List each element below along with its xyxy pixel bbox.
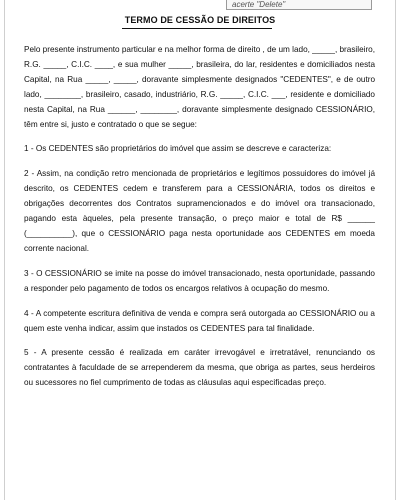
hint-box: acerte "Delete" xyxy=(226,0,372,10)
document-title: TERMO DE CESSÃO DE DIREITOS xyxy=(124,15,276,25)
clause-2: 2 - Assim, na condição retro mencionada de proprietários e legítimos possuidores do imóvel já descrito, os CEDENTES cedem e transferem para a CESSIONÁRIA, todos os direitos e obrigações decorrentes dos Contratos supramencionados e do imóvel ora transacionado, pagando esta àqueles, pela presente transação, o preço maior e total de R$ ______ (__________), que o CESSIONÁRIO paga nesta oportunidade aos CEDENTES em moeda corrente nacional. xyxy=(24,169,375,253)
clause-4: 4 - A competente escritura definitiva de venda e compra será outorgada ao CESSIONÁRIO ou a quem este venha indicar, assim que instados os CEDENTES para tal finalidade. xyxy=(24,308,375,333)
title-underline xyxy=(122,28,272,29)
document-body xyxy=(24,43,375,391)
paragraph-intro: Pelo presente instrumento particular e na melhor forma de direito , de um lado, _____, brasileiro, R.G. _____, C.I.C. ____, e sua mulher _____, brasileira, do lar, residentes e domiciliados nesta Capital, na Rua _____, _____, doravante simplesmente designados "CEDENTES", e de outro lado, ________, brasileiro, casado, industriário, R.G. _____, C.I.C. ___, residente e domiciliado nesta Capital, na Rua ______, ________, doravante simplesmente designado CESSIONÁRIO, têm entre si, justo e contratado o que se segue: xyxy=(24,45,375,129)
clause-5: 5 - A presente cessão é realizada em caráter irrevogável e irretratável, renunciando os contratantes à faculdade de se arrependerem da mesma, que obriga as partes, seus herdeiros ou sucessores no fiel cumprimento de todas as cláusulas aqui especificadas preço. xyxy=(24,348,375,388)
clause-1: 1 - Os CEDENTES são proprietários do imóvel que assim se descreve e caracteriza: xyxy=(24,144,332,154)
clause-3: 3 - O CESSIONÁRIO se imite na posse do imóvel transacionado, nesta oportunidade, passando a responder pelo pagamento de todos os encargos relativos à ocupação do mesmo. xyxy=(24,268,375,293)
